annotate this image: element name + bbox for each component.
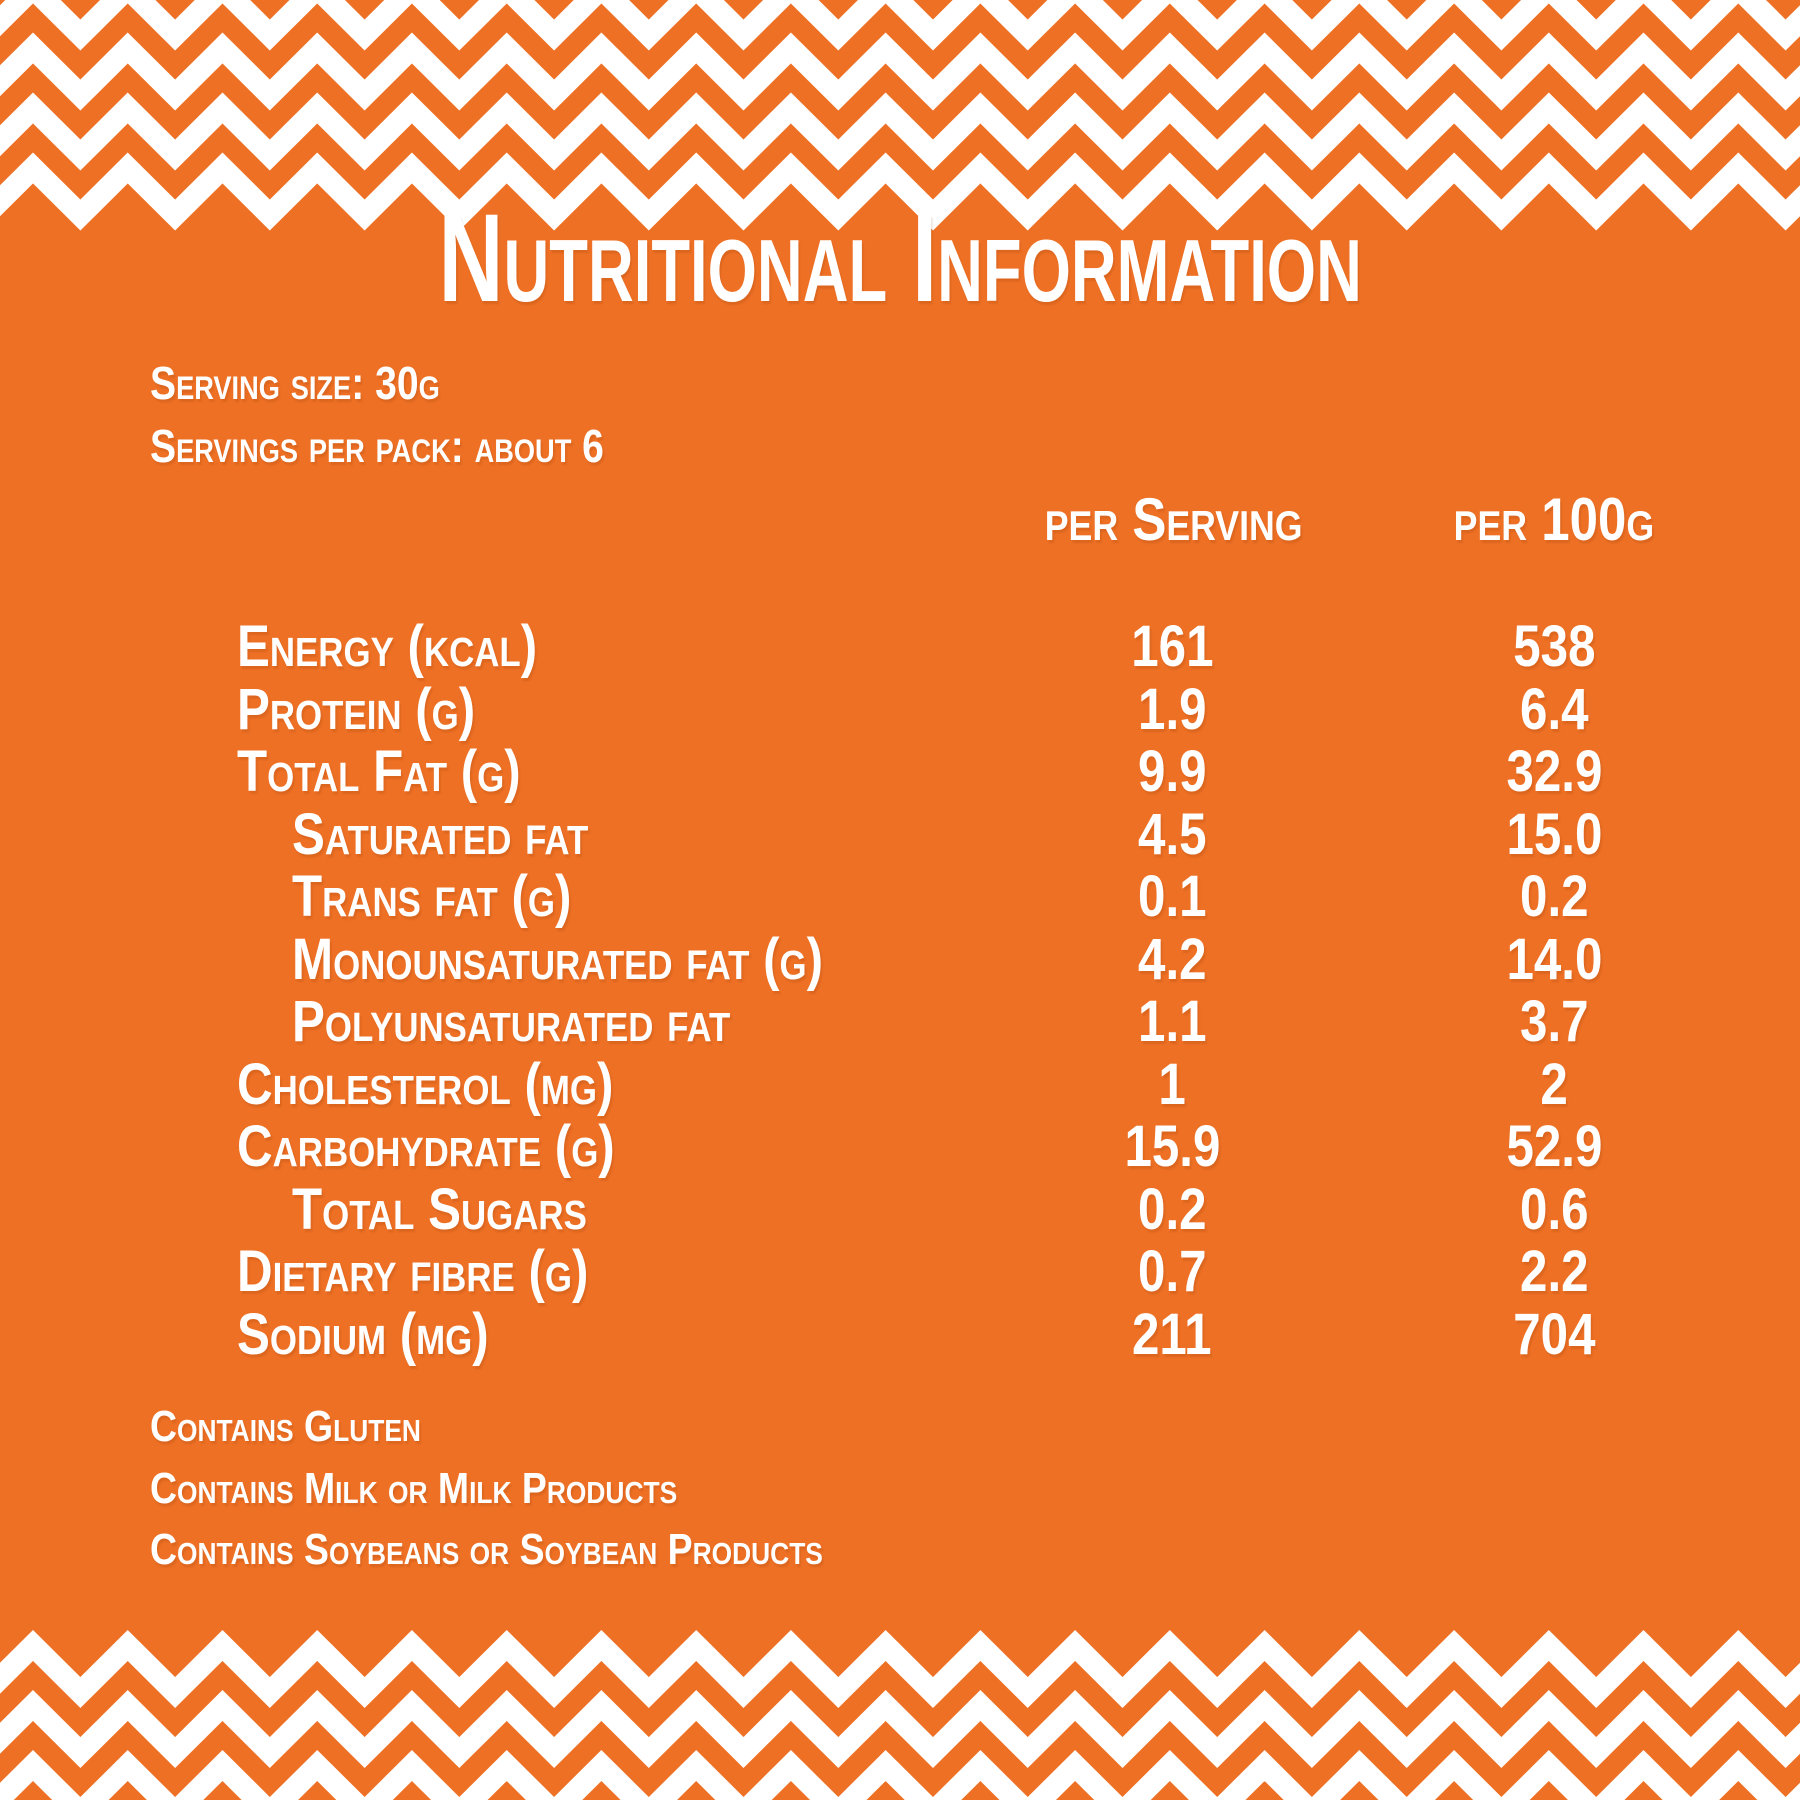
per-100g-value: 2: [1540, 1051, 1568, 1117]
chevron-bottom-pattern: [0, 1615, 1800, 1800]
per-100g-value: 538: [1512, 614, 1596, 679]
per-serving-value: 4.5: [1137, 801, 1207, 867]
column-header-per-100g: per 100g: [1453, 486, 1655, 553]
nutrient-label: Total Fat (g): [237, 739, 521, 804]
per-serving-value: 1.9: [1137, 676, 1207, 742]
per-100g-value: 0.2: [1519, 864, 1589, 929]
nutrient-row: [0, 616, 1800, 679]
chevron-zigzag-stripe: [0, 108, 1800, 155]
nutrient-label: Carbohydrate (g): [237, 1114, 615, 1179]
nutrient-row: [0, 676, 1800, 742]
allergen-statement: Contains Milk or Milk Products: [150, 1463, 678, 1513]
serving-size-line: [150, 352, 684, 415]
per-100g-value: 3.7: [1519, 989, 1589, 1054]
per-serving-value: 0.2: [1137, 1176, 1207, 1242]
per-serving-value: 1.1: [1137, 989, 1207, 1054]
nutrient-row: [0, 866, 1800, 929]
nutrient-label: Protein (g): [237, 676, 476, 742]
per-100g-value: 32.9: [1506, 739, 1602, 804]
nutrient-row: [0, 801, 1800, 867]
serving-size-text: Serving size: 30g: [150, 357, 440, 409]
per-serving-value: 1: [1158, 1051, 1186, 1117]
allergen-statements: [150, 1396, 942, 1581]
chevron-zigzag-stripe: [0, 1766, 1800, 1800]
allergen-statement: Contains Gluten: [150, 1402, 421, 1451]
per-serving-value: 161: [1130, 614, 1214, 679]
per-100g-value: 704: [1512, 1301, 1596, 1367]
nutrient-row: [0, 1116, 1800, 1179]
per-100g-value: 6.4: [1519, 676, 1589, 742]
per-serving-value: 4.2: [1137, 926, 1207, 992]
chevron-zigzag-stripe: [0, 48, 1800, 95]
nutrient-label: Cholesterol (mg): [237, 1051, 614, 1117]
per-serving-value: 0.7: [1137, 1239, 1207, 1304]
allergen-statement: Contains Soybeans or Soybean Products: [150, 1525, 823, 1574]
per-100g-value: 15.0: [1506, 801, 1602, 867]
servings-per-pack-text: Servings per pack: about 6: [150, 420, 604, 472]
servings-per-pack-line: [150, 415, 684, 478]
per-100g-value: 0.6: [1519, 1176, 1589, 1242]
per-serving-value: 0.1: [1137, 864, 1207, 929]
nutrient-row: [0, 1176, 1800, 1242]
per-serving-value: 211: [1132, 1301, 1212, 1367]
nutrient-row: [0, 926, 1800, 992]
per-100g-value: 14.0: [1506, 926, 1602, 992]
column-header-per-serving: per Serving: [1044, 486, 1303, 553]
nutrient-label: Dietary fibre (g): [237, 1239, 589, 1304]
per-100g-value: 52.9: [1506, 1114, 1602, 1179]
nutrient-label: Total Sugars: [292, 1176, 587, 1242]
chevron-zigzag-stripe: [0, 0, 1800, 35]
page-title-text: Nutritional Information: [438, 189, 1362, 328]
nutrient-label: Sodium (mg): [237, 1301, 489, 1367]
chevron-zigzag-stripe: [0, 1646, 1800, 1693]
column-headers: [0, 487, 1800, 553]
nutrient-row: [0, 741, 1800, 804]
serving-info: [150, 352, 684, 478]
nutrient-row: [0, 1301, 1800, 1367]
nutrition-table-rows: [0, 616, 1800, 1366]
per-serving-value: 9.9: [1137, 739, 1207, 804]
nutrient-label: Trans fat (g): [292, 864, 572, 929]
nutrient-label: Monounsaturated fat (g): [292, 926, 824, 992]
nutrient-label: Saturated fat: [292, 801, 589, 867]
nutrient-label: Polyunsaturated fat: [292, 989, 731, 1054]
chevron-zigzag-stripe: [0, 1706, 1800, 1753]
nutrient-label: Energy (kcal): [237, 614, 538, 679]
nutrient-row: [0, 991, 1800, 1054]
per-100g-value: 2.2: [1519, 1239, 1589, 1304]
nutrient-row: [0, 1051, 1800, 1117]
per-serving-value: 15.9: [1124, 1114, 1220, 1179]
nutrient-row: [0, 1241, 1800, 1304]
page-title: [0, 189, 1800, 328]
